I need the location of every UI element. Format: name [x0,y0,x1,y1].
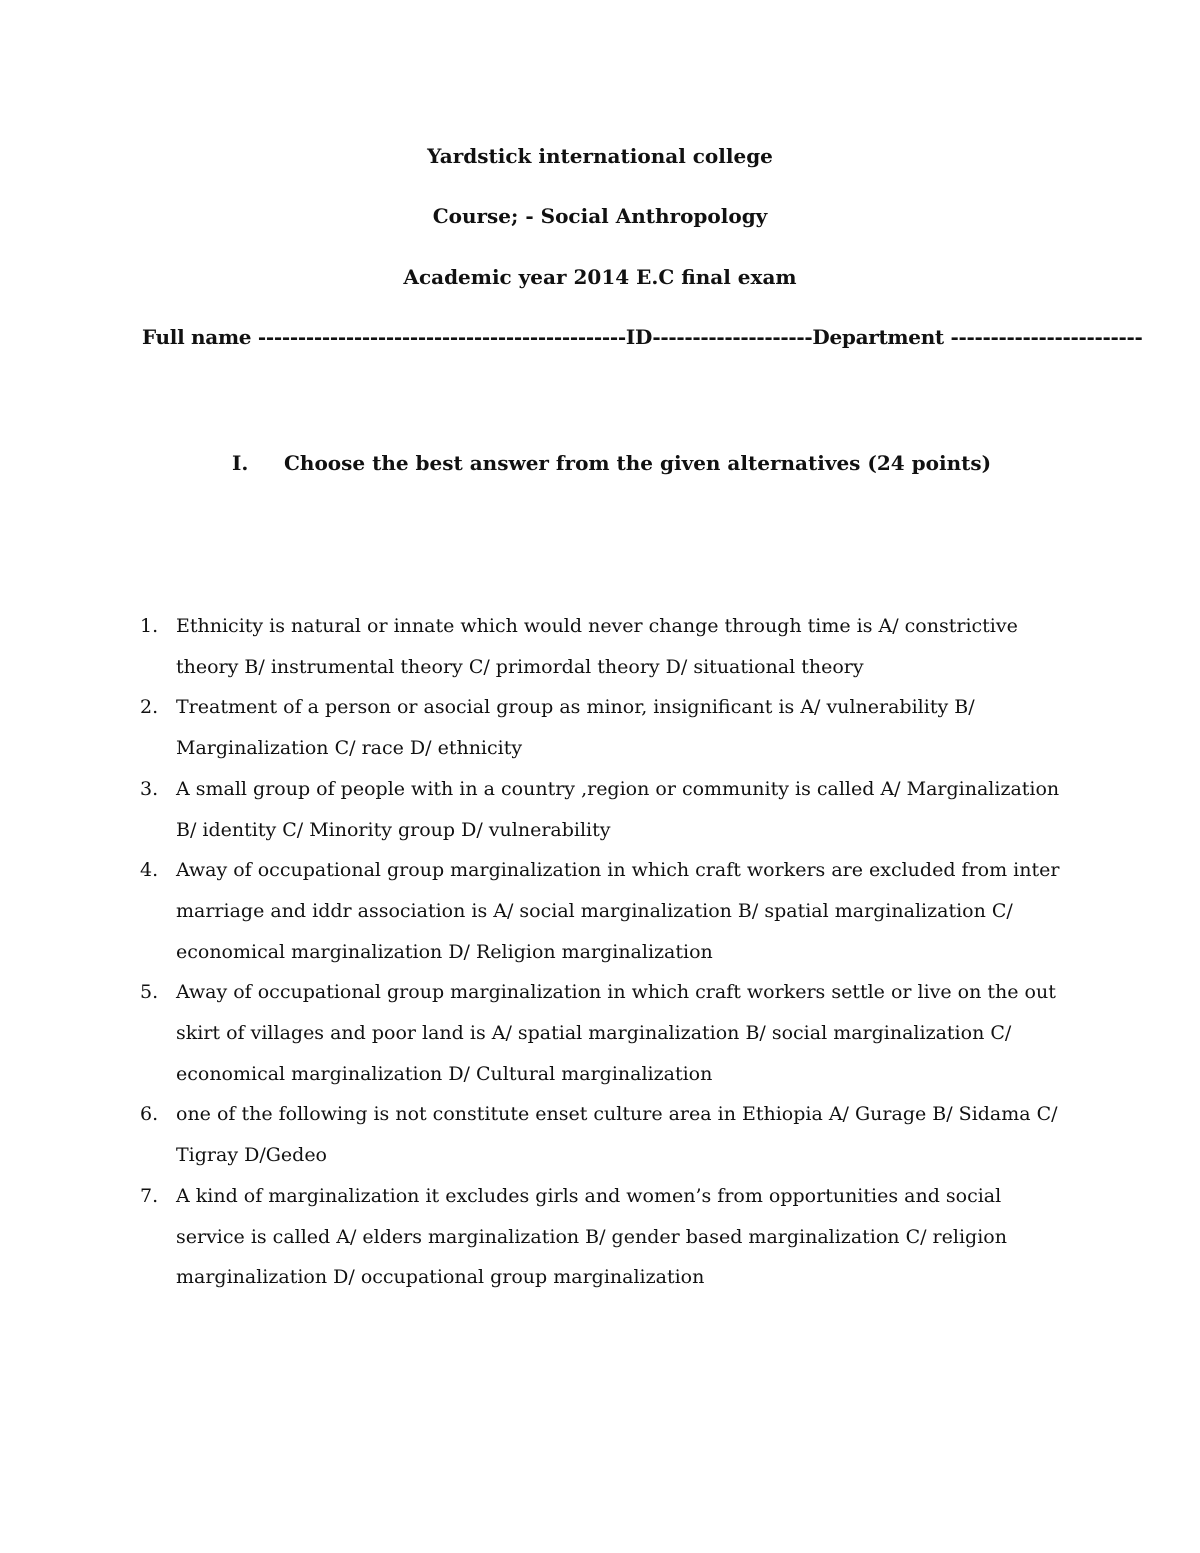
question-item [140,769,1070,850]
section-numeral: I. [232,451,249,475]
question-text: one of the following is not constitute enset culture area in Ethiopia A/ Gurage B/ Sidama C/ Tigray D/Gedeo [176,1103,1058,1167]
question-item [140,1094,1070,1175]
course-title: Course; - Social Anthropology [432,204,768,228]
question-number: 4. [140,859,159,882]
exam-title: Academic year 2014 E.C final exam [403,265,797,289]
question-number: 3. [140,777,159,800]
question-number: 1. [140,615,159,637]
question-item [140,1176,1070,1298]
question-text: A kind of marginalization it excludes girls and women’s from opportunities and social service is called A/ elders marginalization B/ gender based marginalization C/ religion marginalization D/ occupational group marginalization [176,1184,1007,1289]
question-text: Ethnicity is natural or innate which would never change through time is A/ constrictive theory B/ instrumental theory C/ primordal theory D/ situational theory [176,615,1018,678]
question-number: 7. [140,1184,159,1207]
question-number: 2. [140,696,159,719]
question-text: Treatment of a person or asocial group as minor, insignificant is A/ vulnerability B/ Marginalization C/ race D/ ethnicity [176,696,975,760]
question-number: 6. [140,1103,159,1126]
question-item [140,606,1070,687]
college-title: Yardstick international college [427,144,773,168]
question-text: Away of occupational group marginalization in which craft workers settle or live on the out skirt of villages and poor land is A/ spatial marginalization B/ social marginalization C/ economical marginalization D/ Cultural marginalization [176,981,1056,1085]
section-title: Choose the best answer from the given alternatives (24 points) [284,451,992,475]
student-info-line: Full name ----------------------------------------------ID--------------------Department ------------------------ [142,325,1143,349]
section-heading [232,449,991,477]
question-text: A small group of people with in a country ,region or community is called A/ Marginalization B/ identity C/ Minority group D/ vulnerability [176,777,1060,841]
question-item [140,972,1070,1094]
question-text: Away of occupational group marginalization in which craft workers are excluded from inter marriage and iddr association is A/ social marginalization B/ spatial marginalization C/ economical marginalization D/ Religion marginalization [176,859,1060,963]
question-item [140,850,1070,972]
question-list [140,606,1070,1298]
question-number: 5. [140,981,159,1004]
question-item [140,687,1070,768]
